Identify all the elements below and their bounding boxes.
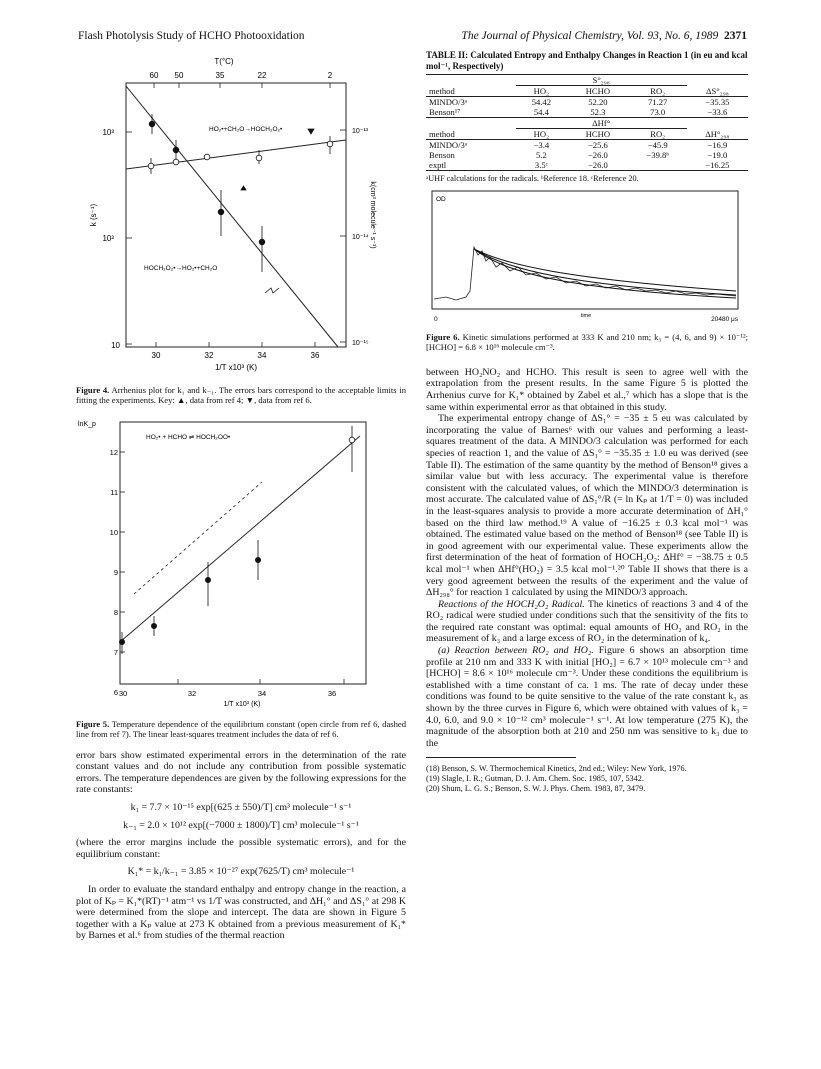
fig4-right-tick: 10⁻¹³ bbox=[352, 128, 369, 135]
fig4-x-tick: 36 bbox=[310, 351, 320, 360]
fig4-ticks bbox=[126, 83, 346, 347]
references-rule bbox=[426, 757, 576, 762]
left-paragraph: error bars show estimated experimental errors in the determination of the rate constant values and do not include any contribution from possible systematic errors. The temperature dependences are given by the following expressions for the rate constants: bbox=[76, 749, 406, 796]
journal-citation: The Journal of Physical Chemistry, Vol. 93, No. 6, 1989 bbox=[461, 30, 719, 42]
figure-6-kinetic-trace bbox=[426, 187, 748, 327]
fig5-reaction-label: HO₂• + HCHO ⇌ HOCH₂OO• bbox=[146, 433, 231, 441]
fig5-fit-line bbox=[120, 433, 360, 642]
fig4-left-axis-label: k (s⁻¹) bbox=[89, 203, 98, 227]
table-header: ΔS°₂₉₈ bbox=[687, 86, 748, 97]
fig4-left-tick: 10³ bbox=[102, 128, 114, 137]
table-row: Benson¹⁷ 54.4 52.3 73.0 −33.6 bbox=[426, 107, 748, 118]
page-number: 2371 bbox=[724, 30, 747, 42]
fig4-x-tick: 34 bbox=[257, 351, 267, 360]
right-paragraph: The experimental entropy change of ΔS₁° = −35 ± 5 eu was calculated by incorporating the value of Barnes⁶ with our values and performing a least-squares treatment of the data. A MINDO/3 calculation was performed for each species of reaction 1, and the value of ΔS₁° = −35.35 ± 1.0 eu was derived (see Table II). The estimation of the same quantity by the method of Benson¹⁸ gives a similar value but with less accuracy. The experimental value is therefore consistent with the calculated values, of which the MINDO/3 determination is most accurate. The calculated value of ΔS₁°/R (= ln Kₚ at 1/T = 0) was included in the least-squares analysis to provide a more accurate determination of ΔH₁° based on the third law method.¹⁹ A value of −16.25 ± 0.3 kcal mol⁻¹ was obtained. The estimated value based on the method of Benson¹⁸ (see Table II) is in good agreement with our experimental value. These experiments allow the first determination of the heat of formation of HOCH₂O₂: ΔHf° = −38.75 ± 0.5 kcal mol⁻¹ when ΔHf°(HO₂) = 3.5 kcal mol⁻¹.²⁰ Table II shows that there is a very good agreement between the results of the experiment and the value of ΔH₂₉₈° for reaction 1 calculated by using the MINDO/3 approach. bbox=[426, 413, 748, 599]
right-paragraph: (a) Reaction between RO₂ and HO₂. Figure 6 shows an absorption time profile at 210 nm and 333 K with initial [HO₂] = 6.7 × 10¹³ molecule cm⁻³ and [HCHO] = 8.6 × 10¹⁶ molecule cm⁻³. Under these conditions the equilibrium is established with a time constant of ca. 1 ms. The rate of decay under these conditions was found to be quite sensitive to the value of the rate constant k₃ as shown by the three curves in Figure 6, which were obtained with values of k₃ = 4.0, 6.0, and 9.0 × 10⁻¹² cm³ molecule⁻¹ s⁻¹. At low temperature (275 K), the magnitude of the absorption both at 210 and 250 nm was sensitive to k₃ due to the bbox=[426, 645, 748, 749]
fig4-arrow-mark bbox=[265, 288, 279, 293]
table-header: method bbox=[426, 129, 516, 140]
fig5-y-ticks bbox=[110, 448, 118, 697]
references bbox=[426, 764, 748, 794]
running-header-journal bbox=[461, 30, 747, 42]
left-body-text bbox=[76, 750, 406, 942]
fig4-top-tick: 50 bbox=[174, 71, 184, 80]
table-2-title: TABLE II: Calculated Entropy and Enthalpy Changes in Reaction 1 (in eu and kcal mol⁻¹, Respectively) bbox=[426, 50, 748, 71]
table-header: method bbox=[426, 86, 516, 97]
fig5-x-tick: 32 bbox=[187, 688, 197, 698]
fig5-y-tick: 11 bbox=[110, 487, 118, 497]
fig5-x-axis-label: 1/T x10³ (K) bbox=[223, 700, 261, 708]
right-paragraph: Reactions of the HOCH₂O₂ Radical. The kinetics of reactions 3 and 4 of the RO₂ radical were studied under conditions such that the sensitivity of the fits to the required rate constant was optimal: equal amounts of HO₂ and RO₂ in the measurement of k₃ and a large excess of RO₂ in the determination of k₄. bbox=[426, 598, 748, 645]
fig5-y-tick: 8 bbox=[113, 607, 118, 617]
table-header: HCHO bbox=[567, 129, 629, 140]
fig5-y-tick: 6 bbox=[113, 687, 118, 697]
table-2-footnote: ᵃUHF calculations for the radicals. ᵇReference 18. ᶜReference 20. bbox=[426, 174, 639, 183]
fig6-frame bbox=[432, 191, 738, 309]
figure-5-equilibrium-plot bbox=[76, 414, 406, 714]
fig5-y-tick: 9 bbox=[113, 567, 118, 577]
fig5-y-tick: 12 bbox=[109, 447, 118, 457]
fig4-x-tick: 30 bbox=[151, 351, 161, 360]
fig4-top-tick: 35 bbox=[215, 71, 225, 80]
fig4-top-tick: 2 bbox=[327, 71, 333, 80]
fig4-right-tick: 10⁻¹⁴ bbox=[352, 234, 369, 241]
fig5-ref7-dashed-line bbox=[134, 482, 262, 594]
left-paragraph: (where the error margins include the possible systematic errors), and for the equilibrium constant: bbox=[76, 837, 406, 860]
figure-5-caption: Figure 5. Temperature dependence of the equilibrium constant (open circle from ref 6, dashed line from ref 7). The linear least-squares treatment includes the data of ref 6. bbox=[76, 718, 407, 740]
fig4-x-axis-label: 1/T x10³ (K) bbox=[214, 363, 258, 372]
reference-item: (20) Shum, L. G. S.; Benson, S. W. J. Phys. Chem. 1983, 87, 3479. bbox=[426, 784, 646, 794]
right-paragraph: between HO₂NO₂ and HCHO. This result is seen to agree well with the extrapolation from the present results. In the same Figure 5 is plotted the Arrhenius curve for K₁* obtained by Zabel et al.,⁷ which has a slope that is the same within experimental error as that obtained in this study. bbox=[426, 366, 748, 413]
fig4-frame bbox=[126, 83, 346, 347]
right-column bbox=[426, 50, 748, 794]
equation-k-1: k₋₁ = 2.0 × 10¹² exp[(−7000 ± 1800)/T] cm³ molecule⁻¹ s⁻¹ bbox=[123, 819, 359, 831]
fig4-reverse-data bbox=[149, 114, 265, 272]
fig4-top-tick: 60 bbox=[149, 71, 159, 80]
right-body-text bbox=[426, 367, 748, 750]
fig6-sim-curve bbox=[474, 249, 736, 291]
fig5-x-tick: 34 bbox=[257, 688, 267, 698]
figure-4-arrhenius-plot bbox=[76, 50, 406, 380]
fig4-forward-reaction-label: HO₂•+CH₂O→HOCH₂O₂• bbox=[209, 126, 283, 133]
equation-k1: k₁ = 7.7 × 10⁻¹⁵ exp[(625 ± 550)/T] cm³ molecule⁻¹ s⁻¹ bbox=[130, 802, 352, 813]
fig4-top-axis-label: T(°C) bbox=[214, 57, 234, 66]
table-header: HO₂ bbox=[516, 86, 567, 97]
fig6-x-end: 20480 μs bbox=[711, 316, 738, 323]
fig5-x-tick: 36 bbox=[327, 688, 337, 698]
table-header: HO₂ bbox=[516, 129, 567, 140]
fig4-right-tick: 10⁻¹⁵ bbox=[352, 340, 369, 347]
fig5-y-axis-label: lnK_p bbox=[78, 420, 96, 428]
fig4-left-tick: 10 bbox=[111, 341, 120, 350]
fig5-x-tick: 30 bbox=[118, 688, 128, 698]
table-row: MINDO/3ᵃ 54.42 52.20 71.27 −35.35 bbox=[429, 97, 730, 107]
fig5-frame bbox=[120, 422, 366, 684]
table-row: Benson 5.2 −26.0 −39.8ᵇ −19.0 bbox=[429, 150, 728, 160]
table-header: HCHO bbox=[567, 86, 629, 97]
fig4-right-axis-label: k(cm³ molecule⁻¹ s⁻¹) bbox=[369, 181, 376, 249]
table-group-h: ΔHf° bbox=[516, 118, 687, 129]
fig4-x-tick: 32 bbox=[204, 351, 214, 360]
fig5-y-tick: 10 bbox=[109, 527, 118, 537]
figure-6-caption: Figure 6. Kinetic simulations performed at 333 K and 210 nm; k₃ = (4, 6, and 9) × 10⁻¹²; [HCHO] = 6.8 × 10¹⁶ molecule cm⁻³. bbox=[426, 332, 748, 353]
running-header-title: Flash Photolysis Study of HCHO Photooxidation bbox=[78, 30, 305, 42]
table-header: RO₂ bbox=[629, 86, 687, 97]
section-heading: Reactions of the HOCH₂O₂ Radical. bbox=[438, 598, 585, 610]
left-paragraph: In order to evaluate the standard enthalpy and entropy change in the reaction, a plot of Kₚ = K₁*(RT)⁻¹ atm⁻¹ vs 1/T was constructed, and ΔH₁° and ΔS₁° at 298 K were determined from the slope and intercept. The data are shown in Figure 5 together with a Kₚ value at 273 K obtained from a previous measurement of K₁* by Barnes et al.⁶ from studies of the thermal reaction bbox=[76, 883, 406, 942]
table-row: MINDO/3ᵃ −3.4 −25.6 −45.9 −16.9 bbox=[429, 140, 728, 150]
reference-item: (18) Benson, S. W. Thermochemical Kinetics, 2nd ed.; Wiley: New York, 1976. bbox=[426, 764, 687, 774]
fig5-tick-marks bbox=[120, 452, 344, 684]
reference-item: (19) Slagle, I. R.; Gutman, D. J. Am. Chem. Soc. 1985, 107, 5342. bbox=[426, 774, 644, 784]
fig6-sim-curve bbox=[474, 249, 736, 298]
fig5-data bbox=[119, 426, 354, 654]
left-column bbox=[76, 50, 406, 942]
table-row: exptl 3.5ᶜ −26.0 −16.25 bbox=[426, 160, 748, 171]
fig6-x-mid: time bbox=[580, 313, 592, 319]
figure-4-caption: Figure 4. Arrhenius plot for k₁ and k₋₁. The errors bars correspond to the acceptable limits in fitting the experiments. Key: ▲, data from ref 4; ▼, data from ref 6. bbox=[76, 385, 406, 406]
table-header: RO₂ bbox=[629, 129, 687, 140]
table-group-s: S°₂₉₈ bbox=[516, 75, 687, 86]
fig6-y-label: OD bbox=[436, 196, 446, 203]
fig4-reverse-reaction-label: HOCH₂O₂•→HO₂•+CH₂O bbox=[144, 265, 218, 272]
fig6-x-start: 0 bbox=[434, 316, 438, 323]
subsection-heading: (a) Reaction between RO₂ and HO₂. bbox=[438, 645, 594, 657]
fig4-forward-fit-line bbox=[126, 140, 346, 169]
fig5-y-tick: 7 bbox=[113, 647, 118, 657]
fig4-left-tick: 10² bbox=[102, 234, 114, 243]
equation-k1-star: K₁* = k₁/k₋₁ = 3.85 × 10⁻²⁷ exp(7625/T) cm³ molecule⁻¹ bbox=[127, 866, 355, 878]
table-2 bbox=[426, 74, 748, 171]
table-header: ΔH°₂₉₈ bbox=[687, 129, 748, 140]
fig4-top-tick: 22 bbox=[257, 71, 267, 80]
